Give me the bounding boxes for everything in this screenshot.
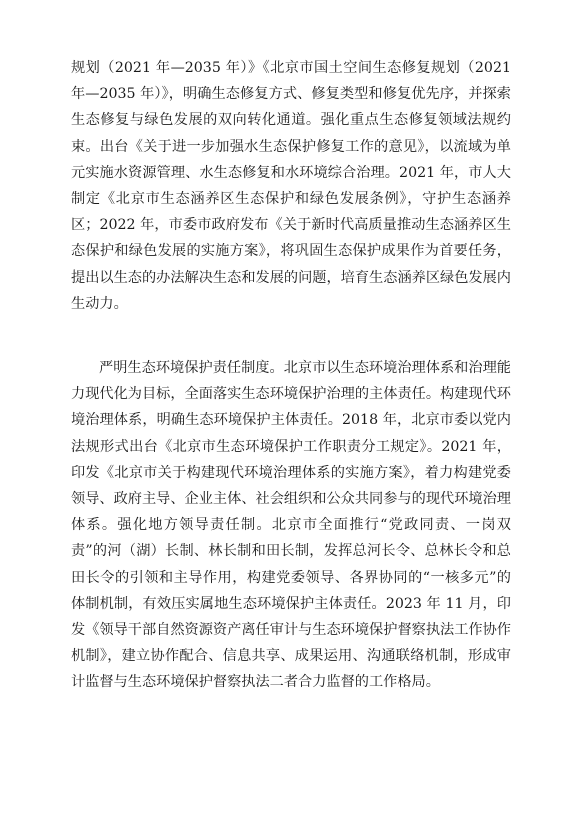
body-paragraph-1: 规划（2021 年—2035 年）》《北京市国土空间生态修复规划（2021 年—2035 年）》，明确生态修复方式、修复类型和修复优先序，并探索生态修复与绿色发展的双向转化通道。强化重点生态修复领域法规约束。出台《关于进一步加强水生态保护修复工作的意见》，以流域为单元实施水资源管理、水生态修复和水环境综合治理。2021 年，市人大制定《北京市生态涵养区生态保护和绿色发展条例》，守护生态涵养区；2022 年，市委市政府发布《关于新时代高质量推动生态涵养区生态保护和绿色发展的实施方案》，将巩固生态保护成果作为首要任务，提出以生态的办法解决生态和发展的问题，培育生态涵养区绿色发展内生动力。 (71, 60, 511, 312)
body-paragraph-2: 严明生态环境保护责任制度。北京市以生态环境治理体系和治理能力现代化为目标，全面落实生态环境保护治理的主体责任。构建现代环境治理体系，明确生态环境保护主体责任。2018 年，北京市委以党内法规形式出台《北京市生态环境保护工作职责分工规定》。2021 年，印发《北京市关于构建现代环境治理体系的实施方案》，着力构建党委领导、政府主导、企业主体、社会组织和公众共同参与的现代环境治理体系。强化地方领导责任制。北京市全面推行“党政同责、一岗双责”的河（湖）长制、林长制和田长制，发挥总河长令、总林长令和总田长令的引领和主导作用，构建党委领导、各界协同的“一核多元”的体制机制，有效压实属地生态环境保护主体责任。2023 年 11 月，印发《领导干部自然资源资产离任审计与生态环境保护督察执法工作协作机制》，建立协作配合、信息共享、成果运用、沟通联络机制，形成审计监督与生态环境保护督察执法二者合力监督的工作格局。 (71, 360, 511, 691)
